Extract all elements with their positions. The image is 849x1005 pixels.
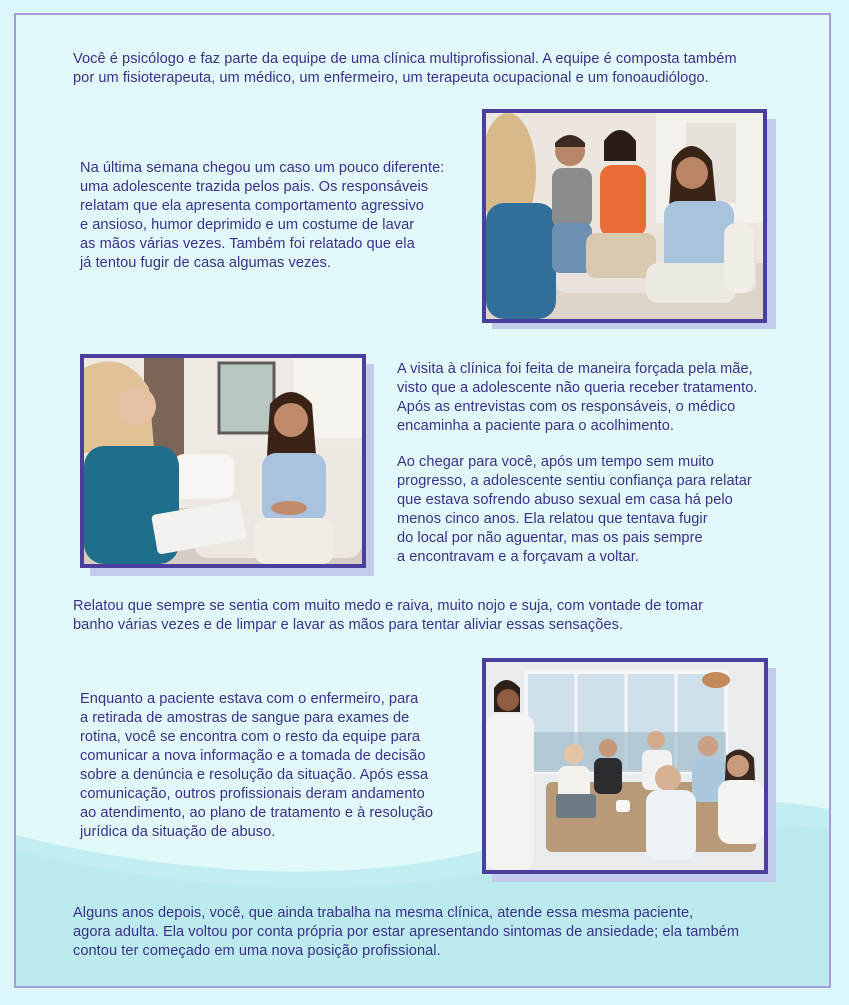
arrival-paragraph: Ao chegar para você, após um tempo sem muito progresso, a adolescente sentiu confiança para relatar que estava sofrendo abuso sexual em casa há pelo menos cinco anos. Ela relatou que tentava fugir do local por não aguentar, mas os pais sempre a encontravam e a forçavam a voltar. (397, 454, 752, 565)
visit-paragraph: A visita à clínica foi feita de maneira forçada pela mãe, visto que a adolescente não queria receber tratamento. Após as entrevistas com os responsáveis, o médico encaminha a paciente para o acolhimento. (397, 361, 758, 434)
photo-group-session-icon (486, 113, 763, 319)
photo-team-meeting-icon (486, 662, 764, 870)
photo-individual-session-icon (84, 358, 362, 564)
intro-paragraph: Você é psicólogo e faz parte da equipe de uma clínica multiprofissional. A equipe é composta também por um fisioterapeuta, um médico, um enfermeiro, um terapeuta ocupacional e um fonoaudiólogo. (73, 51, 737, 86)
team-meeting-photo (482, 658, 776, 882)
family-therapy-photo (482, 109, 776, 329)
team-paragraph: Enquanto a paciente estava com o enfermeiro, para a retirada de amostras de sangue para exames de rotina, você se encontra com o resto da equipe para comunicar a nova informação e a tomada de decisão sobre a denúncia e resolução da situação. Após essa comunicação, outros profissionais deram andamento ao atendimento, ao plano de tratamento e à resolução jurídica da situação de abuso. (80, 691, 434, 840)
later-paragraph: Alguns anos depois, você, que ainda trabalha na mesma clínica, atende essa mesma paciente, agora adulta. Ela voltou por conta própria por estar apresentando sintomas de ansiedade; ela também contou ter começado em uma nova posição profissional. (73, 905, 740, 959)
psychologist-session-photo (80, 354, 374, 576)
feelings-paragraph: Relatou que sempre se sentia com muito medo e raiva, muito nojo e suja, com vontade de tomar banho várias vezes e de limpar e lavar as mãos para tentar aliviar essas sensações. (73, 598, 704, 633)
case-paragraph: Na última semana chegou um caso um pouco diferente: uma adolescente trazida pelos pais. Os responsáveis relatam que ela apresenta comportamento agressivo e ansioso, humor deprimido e um costume de lavar as mãos várias vezes. Também foi relatado que ela já tentou fugir de casa algumas vezes. (80, 160, 445, 271)
